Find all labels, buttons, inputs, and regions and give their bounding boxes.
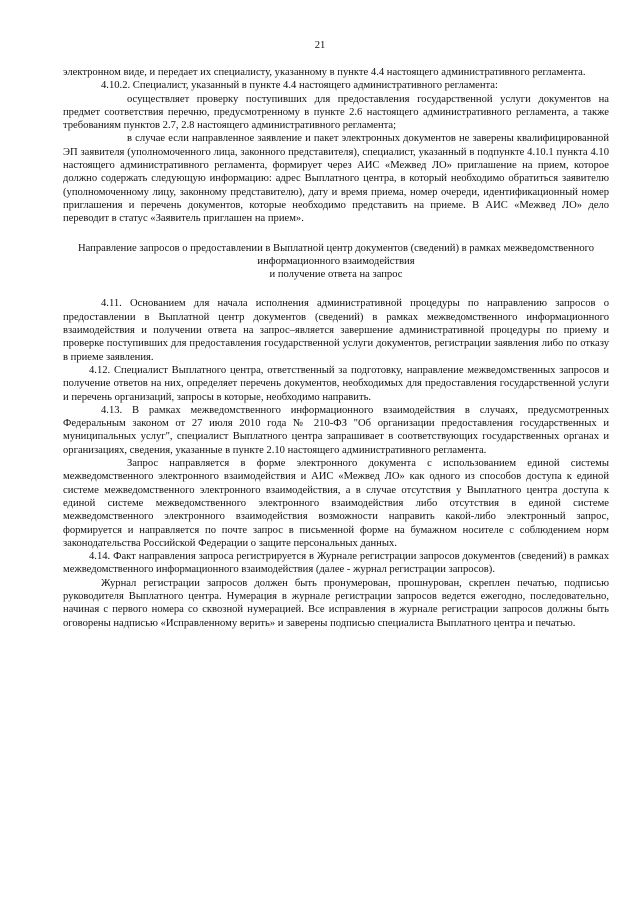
document-body	[63, 66, 609, 630]
paragraph-check: осуществляет проверку поступивших для предоставления государственной услуги документов на предмет соответствия перечню, предусмотренному в пункте 2.6 настоящего административного регламента, а также требованиям пунктов 2.7, 2.8 настоящего административного регламента;	[63, 93, 609, 132]
section-heading-line-2: и получение ответа на запрос	[269, 269, 403, 281]
paragraph-request-form: Запрос направляется в форме электронного документа с использованием единой системы межведомственного электронного взаимодействия и АИС «Межвед ЛО» как одного из способов доступа к единой системе межведомственного электронного взаимодействия, а в случае отсутствия у Выплатного центра доступа к единой системе межведомственного электронного взаимодействия либо отсутствия в единой системе межведомственного электронного взаимодействия возможности направить какой-либо электронный запрос, формируется и направляется по почте запрос в письменной форме на бумажном носителе с соблюдением норм законодательства Российской Федерации о защите персональных данных.	[63, 458, 609, 549]
section-heading	[63, 242, 609, 282]
paragraph-4-14: 4.14. Факт направления запроса регистрируется в Журнале регистрации запросов документов (сведений) в рамках межведомственного информационного взаимодействия (далее - журнал регистрации запросов).	[63, 551, 609, 576]
page-number: 21	[314, 40, 326, 51]
paragraph-invitation: в случае если направленное заявление и пакет электронных документов не заверены квалифицированной ЭП заявителя (уполномоченного лица, законного представителя), специалист, указанный в подпункте 4.10.1 пункта 4.10 настоящего административного регламента, формирует через АИС «Межвед ЛО» приглашение на прием, которое должно содержать следующую информацию: адрес Выплатного центра, в который необходимо обратиться заявителю (уполномоченному лицу, законному представителю), дату и время приема, номер очереди, идентификационный номер приглашения и перечень документов, которые необходимо представить на приеме. В АИС «Межвед ЛО» дело переводит в статус «Заявитель приглашен на прием».	[63, 133, 609, 225]
paragraph-4-13: 4.13. В рамках межведомственного информационного взаимодействия в случаях, предусмотренных Федеральным законом от 27 июля 2010 года № 210-ФЗ "Об организации предоставления государственных и муниципальных услуг", специалист Выплатного центра запрашивает в соответствующих государственных органах и организациях, сведения, указанные в пункте 2.10 настоящего административного регламента.	[63, 404, 609, 456]
paragraph-continuation: электронном виде, и передает их специалисту, указанному в пункте 4.4 настоящего административного регламента.	[63, 67, 586, 78]
paragraph-4-11: 4.11. Основанием для начала исполнения административной процедуры по направлению запросов о предоставлении в Выплатной центр документов (сведений) в рамках межведомственного информационного взаимодействия и получении ответа на запрос–является завершение административной процедуры по приему и проверке поступивших для предоставления государственной услуги документов, регистрации заявления либо по отказу в приеме заявления.	[63, 298, 609, 363]
section-heading-line-1: Направление запросов о предоставлении в Выплатной центр документов (сведений) в рамках межведомственного информационного взаимодействия	[77, 242, 595, 267]
paragraph-journal: Журнал регистрации запросов должен быть пронумерован, прошнурован, скреплен печатью, подписью руководителя Выплатного центра. Нумерация в журнале регистрации запросов ведется ежегодно, последовательно, начиная с первого номера со сквозной нумерацией. Все исправления в журнале регистрации запросов должны быть оговорены надписью «Исправленному верить» и заверены подписью специалиста Выплатного центра и печатью.	[63, 577, 609, 629]
paragraph-4-10-2: 4.10.2. Специалист, указанный в пункте 4.4 настоящего административного регламента:	[101, 80, 498, 92]
paragraph-4-12: 4.12. Специалист Выплатного центра, ответственный за подготовку, направление межведомственных запросов и получение ответов на них, определяет перечень документов, необходимых для предоставления государственной услуги и перечень организаций, запросы в которые, необходимо направить.	[63, 364, 609, 403]
